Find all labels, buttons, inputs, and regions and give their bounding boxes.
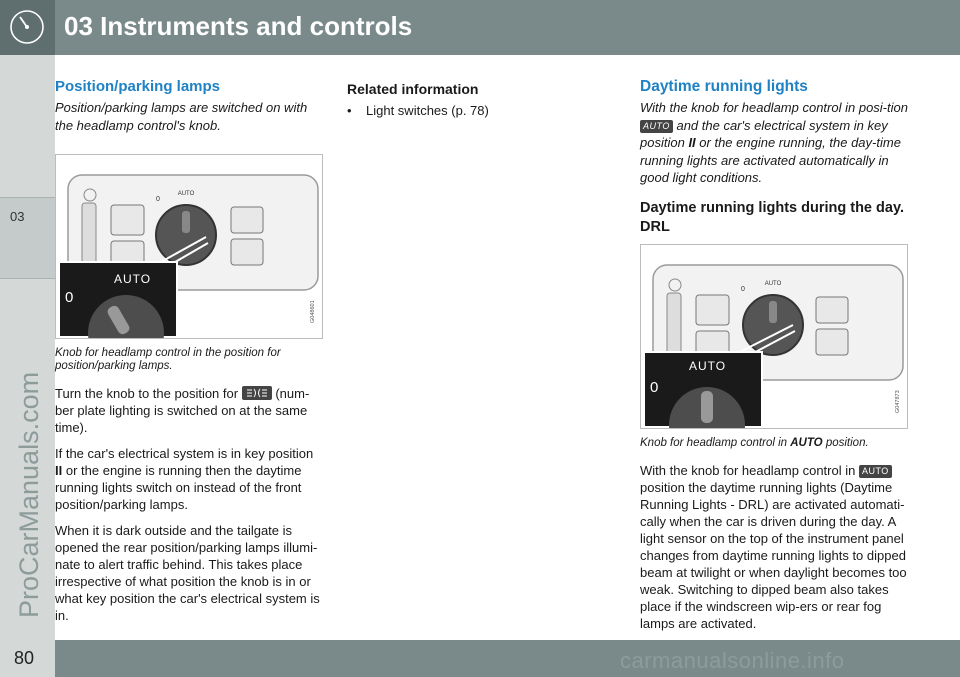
paragraph-key-position: If the car's electrical system is in key position II or the engine is running then the daytime running lights switch on instead of the front position/parking lamps. [55,446,314,512]
chapter-tab[interactable] [0,197,55,279]
panel-auto-label: AUTO [177,191,195,197]
intro-text: Position/parking lamps are switched on with the headlamp control's knob. [55,100,308,133]
inset-zero-label-right: 0 [650,378,659,396]
chapter-number: 03 [10,209,25,224]
position-lamps-icon [242,386,272,400]
paragraph-turn-knob: Turn the knob to the position for (num-ber plate lighting is switched on at the same time). [55,386,310,435]
figure-id-code: G048601 [310,300,316,323]
page-number: 80 [14,648,35,668]
watermark-vertical-text: ProCarManuals.com [14,371,44,618]
section-heading-drl: Daytime running lights [640,78,808,95]
auto-badge-body: AUTO [859,465,892,478]
auto-panel-illustration [641,245,908,429]
inset-auto-label: AUTO [114,272,152,286]
figure-id-code-right: G047873 [895,389,901,413]
watermark-bottom: carmanualsonline.info [620,648,845,673]
inset-auto-label-right: AUTO [689,358,727,373]
headlamp-panel-illustration [56,155,323,339]
right-column [640,78,908,632]
middle-column [347,80,592,119]
paragraph-tailgate: When it is dark outside and the tailgate is opened the rear position/parking lamps illumi-nate to alert traffic behind. This takes place irrespective of what position the knob is in or what key position the car's electrical system is in. [55,523,320,623]
panel-zero-label-right: 0 [741,285,745,293]
drl-intro: With the knob for headlamp control in posi-tion AUTO and the car's electrical system in key position II or the engine running, the day-time running lights are activated automatically in good light conditions. [640,100,908,185]
figure-headlamp-knob [55,154,323,339]
figure-caption-right: Knob for headlamp control in AUTO position. [640,436,869,449]
left-column [55,78,323,624]
inset-zero-label: 0 [65,289,74,306]
related-info-heading: Related information [347,81,479,97]
panel-zero-label: 0 [156,196,160,203]
related-link-light-switches[interactable]: • Light switches (p. 78) [347,103,489,118]
chapter-icon-box [0,0,55,55]
page-header-title: 03 Instruments and controls [64,11,413,41]
panel-auto-label-right: AUTO [764,280,782,287]
figure-auto-knob [640,244,908,429]
figure-caption: Knob for headlamp control in the position for position/parking lamps. [55,347,281,372]
drl-subheading: Daytime running lights during the day. DRL [640,199,904,235]
section-heading-position-lamps: Position/parking lamps [55,78,221,95]
auto-badge: AUTO [640,120,673,133]
watermark-vertical [8,320,48,620]
paragraph-drl: With the knob for headlamp control in AUTO position the daytime running lights (Daytime Running Lights - DRL) are activated automati-cally when the car is driven during the day. A light sensor on the top of the instrument panel changes from daytime running lights to dipped beam at twilight or when daylight becomes too weak. Switching to dipped beam also takes place if the windscreen wip-ers or rear fog lamps are activated. [640,462,907,631]
gauge-icon [0,0,55,55]
